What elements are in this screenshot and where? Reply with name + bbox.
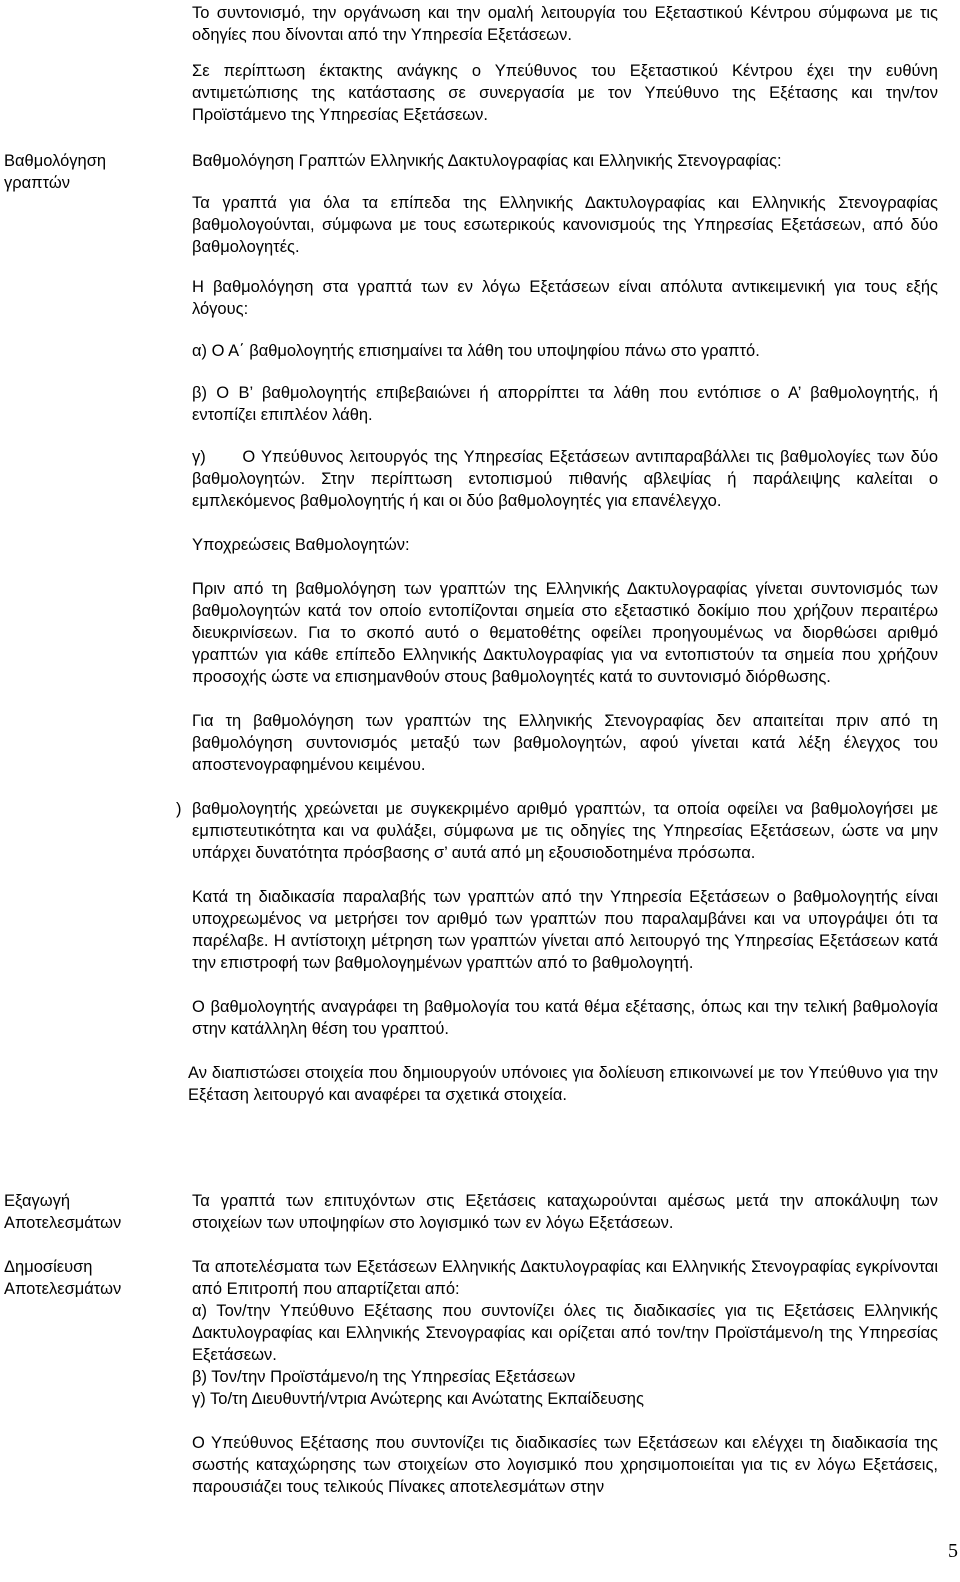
side-label-line: Αποτελεσμάτων [4, 1280, 122, 1298]
paragraph: Σε περίπτωση έκτακτης ανάγκης ο Υπεύθυνος του Εξεταστικού Κέντρου έχει την ευθύνη αντιμετώπισης της κατάστασης σε συνεργασία με τον Υπεύθυνο της Εξέτασης και την/τον Προϊστάμενο της Υπηρεσίας Εξετάσεων. [192, 62, 938, 124]
paragraph: Αν διαπιστώσει στοιχεία που δημιουργούν υπόνοιες για δολίευση επικοινωνεί με τον Υπεύθυνο για την Εξέταση λειτουργό και αναφέρει τα σχετικά στοιχεία. [188, 1064, 938, 1104]
paragraph: Για τη βαθμολόγηση των γραπτών της Ελληνικής Στενογραφίας δεν απαιτείται πριν από τη βαθμολόγηση συντονισμός μεταξύ των βαθμολογητών, αφού γίνεται κατά λέξη έλεγχος του αποστενογραφημένου κειμένου. [192, 712, 938, 774]
list-item: α) Ο Α΄ βαθμολογητής επισημαίνει τα λάθη του υποψηφίου πάνω στο γραπτό. [192, 342, 760, 360]
list-item: γ) Ο Υπεύθυνος λειτουργός της Υπηρεσίας Εξετάσεων αντιπαραβάλλει τις βαθμολογίες των δύο βαθμολογητών. Στην περίπτωση εντοπισμού πιθανής αβλεψίας ή παράλειψης καλείται ο εμπλεκόμενος βαθμολογητής ή και οι δύο βαθμολογητές για επανέλεγχο. [192, 448, 943, 510]
side-label-line: Εξαγωγή [4, 1192, 71, 1210]
paragraph-text: βαθμολογητής χρεώνεται με συγκεκριμένο αριθμό γραπτών, τα οποία οφείλει να βαθμολογήσει με εμπιστευτικότητα και να φυλάξει, σύμφωνα με τις οδηγίες της Υπηρεσίας Εξετάσεων, ώστε να μην υπάρχει δυνατότητα πρόσβασης σ’ αυτά από μη εξουσιοδοτημένα πρόσωπα. [192, 800, 938, 862]
page-number: 5 [948, 1540, 958, 1562]
paragraph: Κατά τη διαδικασία παραλαβής των γραπτών από την Υπηρεσία Εξετάσεων ο βαθμολογητής είναι υποχρεωμένος να μετρήσει τον αριθμό των γραπτών που παραλαμβάνει και να υπογράψει ότι τα παρέλαβε. Η αντίστοιχη μέτρηση των γραπτών γίνεται από λειτουργό της Υπηρεσίας Εξετάσεων κατά την επιστροφή των βαθμολογημένων γραπτών από το βαθμολογητή. [192, 888, 938, 972]
paragraph [176, 798, 938, 864]
side-label-grading [4, 150, 179, 194]
section-heading: Βαθμολόγηση Γραπτών Ελληνικής Δακτυλογραφίας και Ελληνικής Στενογραφίας: [192, 152, 782, 170]
side-label-line: Αποτελεσμάτων [4, 1214, 122, 1232]
list-item: β) Τον/την Προϊστάμενο/η της Υπηρεσίας Εξετάσεων [192, 1368, 576, 1386]
paragraph: Ο βαθμολογητής αναγράφει τη βαθμολογία του κατά θέμα εξέτασης, όπως και την τελική βαθμολογία στην κατάλληλη θέση του γραπτού. [192, 998, 938, 1038]
paragraph: Τα γραπτά για όλα τα επίπεδα της Ελληνικής Δακτυλογραφίας και Ελληνικής Στενογραφίας βαθμολογούνται, σύμφωνα με τους εσωτερικούς κανονισμούς της Υπηρεσίας Εξετάσεων, από δύο βαθμολογητές. [192, 194, 938, 256]
paragraph: Τα γραπτά των επιτυχόντων στις Εξετάσεις καταχωρούνται αμέσως μετά την αποκάλυψη των στοιχείων των υποψηφίων στο λογισμικό των εν λόγω Εξετάσεων. [192, 1192, 938, 1232]
paragraph: Πριν από τη βαθμολόγηση των γραπτών της Ελληνικής Δακτυλογραφίας γίνεται συντονισμός των βαθμολογητών κατά τον οποίο εντοπίζονται σημεία στο εξεταστικό δοκίμιο που χρήζουν περαιτέρω διευκρινίσεων. Για το σκοπό αυτό ο θεματοθέτης οφείλει προηγουμένως να διορθώσει αριθμό γραπτών για κάθε επίπεδο Ελληνικής Δακτυλογραφίας για να εντοπιστούν τα σημεία που χρήζουν προσοχής ώστε να επισημανθούν στους βαθμολογητές κατά το συντονισμό διόρθωσης. [192, 580, 938, 686]
grading-section [176, 150, 943, 1120]
paragraph: Ο Υπεύθυνος Εξέτασης που συντονίζει τις διαδικασίες των Εξετάσεων και ελέγχει τη διαδικασία της σωστής καταχώρησης των στοιχείων στο λογισμικό που χρησιμοποιείται για τις εν λόγω Εξετάσεις, παρουσιάζει τους τελικούς Πίνακες αποτελεσμάτων στην [192, 1434, 938, 1496]
side-label-line: Δημοσίευση [4, 1258, 93, 1276]
paragraph: Το συντονισμό, την οργάνωση και την ομαλή λειτουργία του Εξεταστικού Κέντρου σύμφωνα με τις οδηγίες που δίνονται από την Υπηρεσία Εξετάσεων. [192, 4, 938, 44]
paragraph-mark: ) [176, 800, 182, 818]
paragraph: Τα αποτελέσματα των Εξετάσεων Ελληνικής Δακτυλογραφίας και Ελληνικής Στενογραφίας εγκρίνονται από Επιτροπή που απαρτίζεται από: [192, 1258, 938, 1298]
results-section [192, 1190, 938, 1512]
list-item: γ) Το/τη Διευθυντή/ντρια Ανώτερης και Ανώτατης Εκπαίδευσης [192, 1390, 644, 1408]
subheading: Υποχρεώσεις Βαθμολογητών: [192, 536, 410, 554]
committee-block [192, 1256, 938, 1410]
side-label-line: Βαθμολόγηση [4, 152, 107, 170]
top-section [192, 2, 938, 140]
list-item: β) Ο Β’ βαθμολογητής επιβεβαιώνει ή απορρίπτει τα λάθη που εντόπισε ο Α’ βαθμολογητής, ή εντοπίζει επιπλέον λάθη. [192, 384, 938, 424]
side-label-results [4, 1190, 179, 1300]
list-item: α) Τον/την Υπεύθυνο Εξέτασης που συντονίζει όλες τις διαδικασίες για τις Εξετάσεις Ελληνικής Δακτυλογραφίας και Ελληνικής Στενογραφίας και ορίζεται από τον/την Προϊστάμενο/η της Υπηρεσίας Εξετάσεων. [192, 1302, 938, 1364]
paragraph: Η βαθμολόγηση στα γραπτά των εν λόγω Εξετάσεων είναι απόλυτα αντικειμενική για τους εξής λόγους: [192, 278, 938, 318]
side-label-line: γραπτών [4, 174, 70, 192]
